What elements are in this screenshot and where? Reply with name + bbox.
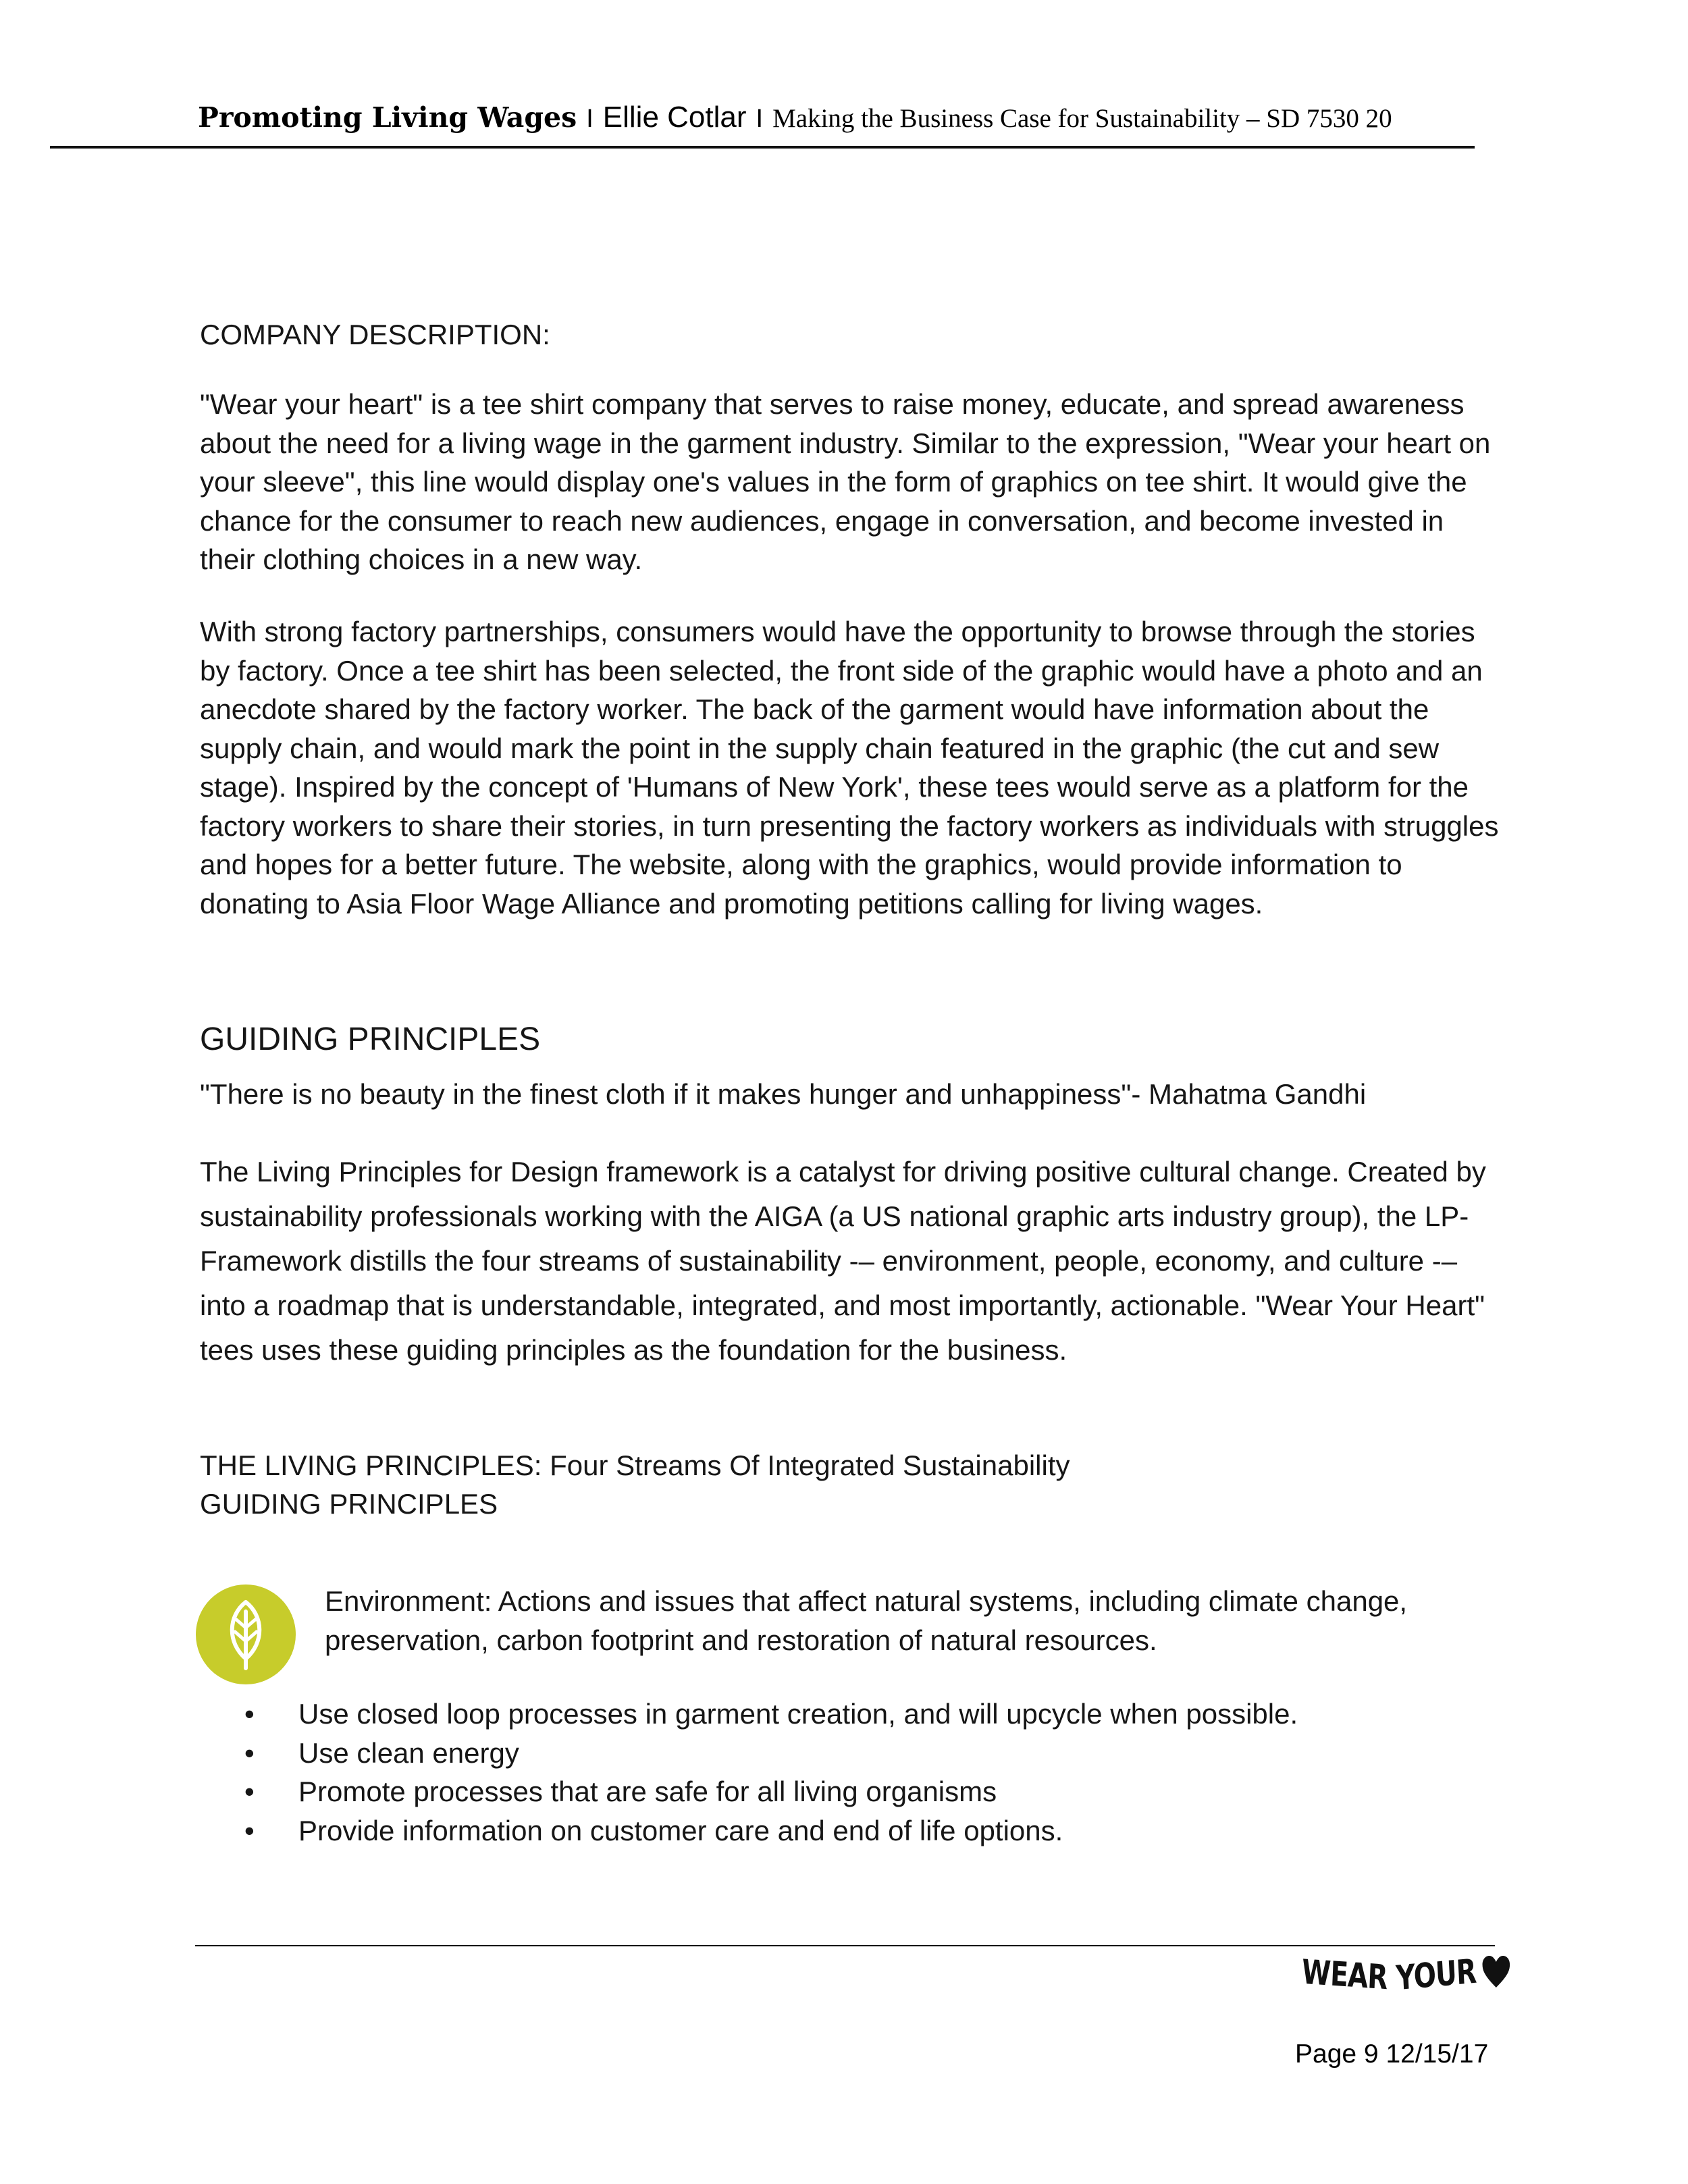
logo-word-your: YOUR bbox=[1394, 1951, 1477, 1998]
author-name: Ellie Cotlar bbox=[602, 101, 747, 134]
list-item bbox=[244, 1734, 1298, 1773]
document-title: Promoting Living Wages bbox=[198, 101, 577, 134]
company-paragraph-1: "Wear your heart" is a tee shirt company that serves to raise money, educate, and spread awareness about the need for a living wage in the garment industry. Similar to the expression, "Wear your heart on your sleeve", this line would display one's values in the form of graphics on tee shirt. It would give the chance for the consumer to reach new audiences, engage in conversation, and become invested in their clothing choices in a new way. bbox=[200, 388, 1491, 575]
living-principles-paragraph: The Living Principles for Design framework is a catalyst for driving positive cultural change. Created by sustainability professionals working with the AIGA (a US national graphic arts industry group), the LP-Framework distills the four streams of sustainability -– environment, people, economy, and culture -– into a roadmap that is understandable, integrated, and most importantly, actionable. "Wear Your Heart" tees uses these guiding principles as the foundation for the business. bbox=[200, 1156, 1486, 1366]
bullet-icon: • bbox=[244, 1736, 255, 1769]
list-item bbox=[244, 1772, 1298, 1811]
company-description-label: COMPANY DESCRIPTION: bbox=[200, 319, 550, 350]
page-header bbox=[198, 99, 1481, 138]
guiding-principles-heading: GUIDING PRINCIPLES bbox=[200, 1021, 541, 1057]
guiding-principles-subhead: GUIDING PRINCIPLES bbox=[200, 1488, 498, 1520]
environment-description: Environment: Actions and issues that affect natural systems, including climate change, preservation, carbon footprint and restoration of natural resources. bbox=[325, 1585, 1408, 1656]
header-divider bbox=[50, 146, 1475, 149]
bullet-icon: • bbox=[244, 1698, 255, 1730]
list-item-text: Use closed loop processes in garment creation, and will upcycle when possible. bbox=[298, 1698, 1298, 1730]
company-paragraph-2: With strong factory partnerships, consumers would have the opportunity to browse through the stories by factory. Once a tee shirt has been selected, the front side of the graphic would have a photo and an anecdote shared by the factory worker. The back of the garment would have information about the supply chain, and would mark the point in the supply chain featured in the graphic (the cut and sew stage). Inspired by the concept of 'Humans of New York', these tees would serve as a platform for the factory workers to share their stories, in turn presenting the factory workers as individuals with struggles and hopes for a better future. The website, along with the graphics, would provide information to donating to Asia Floor Wage Alliance and promoting petitions calling for living wages. bbox=[200, 616, 1499, 920]
course-title: Making the Business Case for Sustainability – SD 7530 20 bbox=[772, 104, 1392, 133]
list-item bbox=[244, 1695, 1298, 1734]
leaf-icon bbox=[196, 1584, 296, 1684]
footer-divider bbox=[195, 1945, 1495, 1946]
living-principles-subhead: THE LIVING PRINCIPLES: Four Streams Of Integrated Sustainability bbox=[200, 1449, 1070, 1481]
gandhi-quote: "There is no beauty in the finest cloth if it makes hunger and unhappiness"- Mahatma Gandhi bbox=[200, 1078, 1367, 1110]
header-separator: I bbox=[586, 105, 594, 133]
environment-principles-list bbox=[244, 1695, 1298, 1850]
page-number-date: Page 9 12/15/17 bbox=[1295, 2040, 1489, 2069]
list-item-text: Promote processes that are safe for all living organisms bbox=[298, 1776, 997, 1807]
header-separator: I bbox=[756, 105, 764, 133]
heart-icon bbox=[1481, 1955, 1511, 1989]
wear-your-heart-logo bbox=[1300, 1951, 1510, 1998]
list-item-text: Provide information on customer care and end of life options. bbox=[298, 1814, 1063, 1846]
bullet-icon: • bbox=[244, 1776, 255, 1807]
logo-word-wear: WEAR bbox=[1300, 1952, 1388, 1998]
bullet-icon: • bbox=[244, 1814, 255, 1846]
list-item-text: Use clean energy bbox=[298, 1736, 519, 1769]
list-item bbox=[244, 1811, 1298, 1850]
